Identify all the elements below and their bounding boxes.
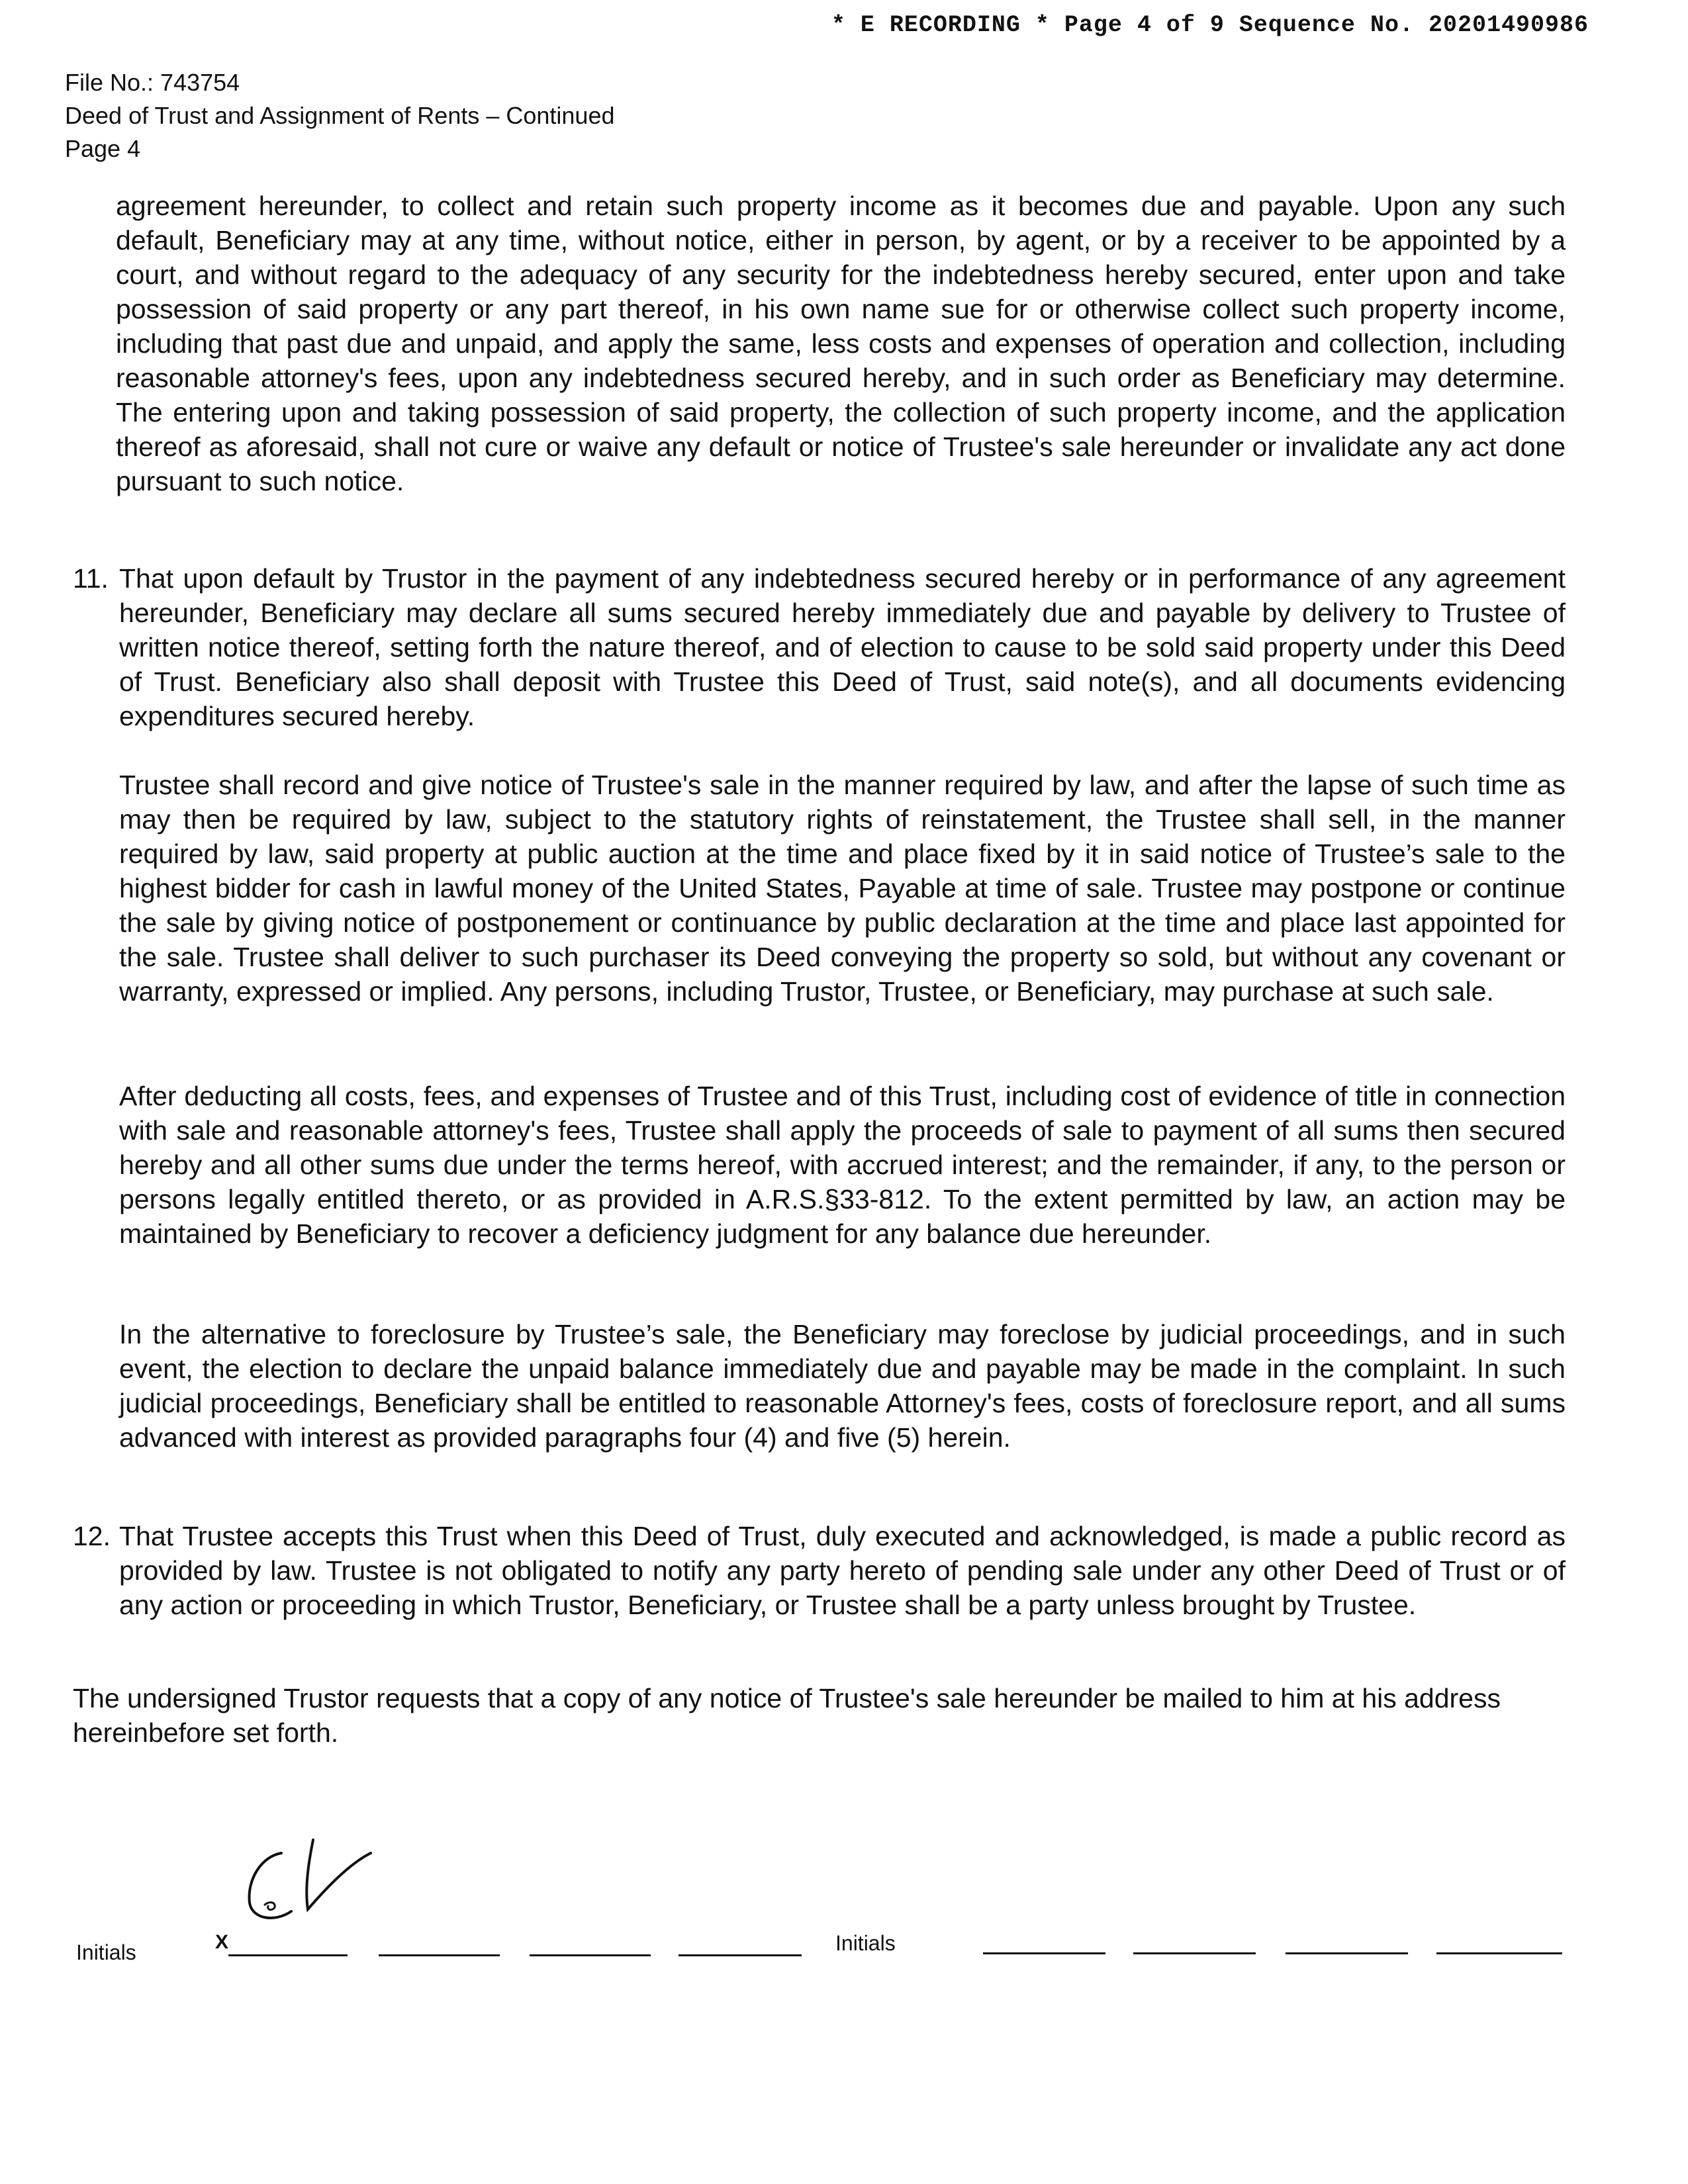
closing-request: The undersigned Trustor requests that a copy of any notice of Trustee's sale hereunder be mailed to him at his address hereinbefore set forth. bbox=[73, 1683, 1501, 1748]
signature-x-mark: X bbox=[215, 1931, 229, 1953]
initials-line[interactable] bbox=[1286, 1952, 1408, 1954]
continuation-paragraph: agreement hereunder, to collect and retain such property income as it becomes due and payable. Upon any such default, Beneficiary may at any time, without notice, either in person, by agent, or by a receiver to be appointed by a court, and without regard to the adequacy of any security for the indebtedness hereby secured, enter upon and take possession of said property or any part thereof, in his own name sue for or otherwise collect such property income, including that past due and unpaid, and apply the same, less costs and expenses of operation and collection, including reasonable attorney's fees, upon any indebtedness secured hereby, and in such order as Beneficiary may determine. The entering upon and taking possession of said property, the collection of such property income, and the application thereof as aforesaid, shall not cure or waive any default or notice of Trustee's sale hereunder or invalidate any act done pursuant to such notice. bbox=[116, 191, 1566, 496]
clause-12 bbox=[73, 1519, 1566, 1622]
page-label: Page 4 bbox=[65, 135, 141, 162]
initials-line[interactable] bbox=[1436, 1952, 1562, 1954]
file-info-block bbox=[65, 66, 615, 165]
initials-line[interactable] bbox=[983, 1952, 1105, 1954]
clause-number: 12. bbox=[73, 1521, 111, 1551]
document-title: Deed of Trust and Assignment of Rents – Continued bbox=[65, 102, 615, 129]
initials-line[interactable] bbox=[530, 1954, 651, 1956]
initials-line[interactable] bbox=[228, 1954, 348, 1956]
file-number: File No.: 743754 bbox=[65, 69, 240, 96]
initials-line[interactable] bbox=[679, 1954, 802, 1956]
initials-line[interactable] bbox=[379, 1954, 500, 1956]
clause-number: 11. bbox=[73, 563, 109, 594]
clause-text: That Trustee accepts this Trust when this Deed of Trust, duly executed and acknowledged, is made a public record as provided by law. Trustee is not obligated to notify any party hereto of pending sale under any other Deed of Trust or of any action or proceeding in which Trustor, Beneficiary, or Trustee shall be a party unless brought by Trustee. bbox=[119, 1521, 1566, 1620]
initials-label-right: Initials bbox=[835, 1931, 896, 1955]
clause-11-judicial-paragraph: In the alternative to foreclosure by Trustee’s sale, the Beneficiary may foreclose by judicial proceedings, and in such event, the election to declare the unpaid balance immediately due and payable may be made in the complaint. In such judicial proceedings, Beneficiary shall be entitled to reasonable Attorney's fees, costs of foreclosure report, and all sums advanced with interest as provided paragraphs four (4) and five (5) herein. bbox=[119, 1319, 1566, 1453]
handwritten-initials-signature bbox=[235, 1827, 407, 1933]
initials-line[interactable] bbox=[1133, 1952, 1256, 1954]
clause-text: That upon default by Trustor in the payment of any indebtedness secured hereby or in performance of any agreement hereunder, Beneficiary may declare all sums secured hereby immediately due and payable by delivery to Trustee of written notice thereof, setting forth the nature thereof, and of election to cause to be sold said property under this Deed of Trust. Beneficiary also shall deposit with Trustee this Deed of Trust, said note(s), and all documents evidencing expenditures secured hereby. bbox=[119, 563, 1566, 731]
initials-label-left: Initials bbox=[76, 1940, 136, 1964]
recording-header: * E RECORDING * Page 4 of 9 Sequence No. 20201490986 bbox=[831, 12, 1589, 38]
clause-11 bbox=[73, 561, 1566, 733]
clause-11-sale-paragraph: Trustee shall record and give notice of Trustee's sale in the manner required by law, and after the lapse of such time as may then be required by law, subject to the statutory rights of reinstatement, the Trustee shall sell, in the manner required by law, said property at public auction at the time and place fixed by it in said notice of Trustee’s sale to the highest bidder for cash in lawful money of the United States, Payable at time of sale. Trustee may postpone or continue the sale by giving notice of postponement or continuance by public declaration at the time and place last appointed for the sale. Trustee shall deliver to such purchaser its Deed conveying the property so sold, but without any covenant or warranty, expressed or implied. Any persons, including Trustor, Trustee, or Beneficiary, may purchase at such sale. bbox=[119, 770, 1566, 1007]
clause-11-proceeds-paragraph: After deducting all costs, fees, and expenses of Trustee and of this Trust, including cost of evidence of title in connection with sale and reasonable attorney's fees, Trustee shall apply the proceeds of sale to payment of all sums then secured hereby and all other sums due under the terms hereof, with accrued interest; and the remainder, if any, to the person or persons legally entitled thereto, or as provided in A.R.S.§33-812. To the extent permitted by law, an action may be maintained by Beneficiary to recover a deficiency judgment for any balance due hereunder. bbox=[119, 1081, 1566, 1249]
